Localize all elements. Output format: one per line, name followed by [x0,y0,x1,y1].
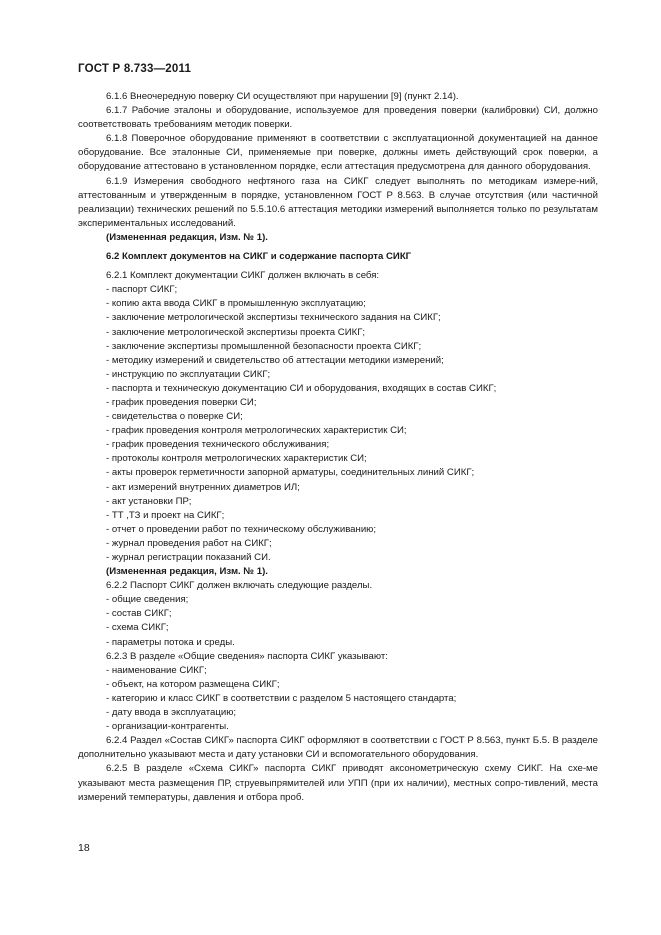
list-item: - акт измерений внутренних диаметров ИЛ; [106,481,300,493]
list-item: - график проведения технического обслуживания; [106,439,330,451]
page-number: 18 [78,842,90,854]
list-item: - журнал регистрации показаний СИ. [106,552,271,563]
paragraph-6-2-3: 6.2.3 В разделе «Общие сведения» паспорта СИКГ указывают: [106,650,388,662]
list-item: - график проведения контроля метрологических характеристик СИ; [106,425,407,437]
paragraph-6-2-4: 6.2.4 Раздел «Состав СИКГ» паспорта СИКГ оформляют в соответствии с ГОСТ Р 8.563, пункт Б.5. В разделе дополнительно указывают места и дату установки СИ и вспомогательного оборудования. [78,735,598,761]
list-item: - методику измерений и свидетельство об аттестации методики измерений; [106,354,444,366]
list-item: - акт установки ПР; [106,495,192,507]
paragraph-6-1-8: 6.1.8 Поверочное оборудование применяют в соответствии с эксплуатационной документацией на данное оборудование. Все эталонные СИ, применяемые при поверке, должны иметь действующий срок поверки, а оборудование аттестовано в установленном порядке, если аттестация предусмотрена для данного оборудования. [78,133,598,173]
document-body [78,90,598,805]
list-item: - общие сведения; [106,594,189,606]
list-item: - график проведения поверки СИ; [106,396,257,408]
paragraph-6-1-9: 6.1.9 Измерения свободного нефтяного газа на СИКГ следует выполнять по методикам измере-ний, аттестованным и утвержденным в порядке, установленном ГОСТ Р 8.563. В случае отсутствия (или частичной реализации) технических решений по 5.5.10.6 аттестация методики измерений выполняется только по результатам экспериментальных исследований. [78,175,598,229]
list-item: - дату ввода в эксплуатацию; [106,707,237,719]
list-item: - заключение метрологической экспертизы проекта СИКГ; [106,326,366,338]
list-item: - заключение экспертизы промышленной безопасности проекта СИКГ; [106,340,422,352]
list-item: - объект, на котором размещена СИКГ; [106,678,280,690]
paragraph-6-1-7: 6.1.7 Рабочие эталоны и оборудование, используемое для проведения поверки (калибровки) СИ, должно соответствовать требованиям методик поверки. [78,105,598,131]
list-item: - акты проверок герметичности запорной арматуры, соединительных линий СИКГ; [106,467,475,479]
list-item: - организации-контрагенты. [106,721,229,733]
paragraph-6-2-1: 6.2.1 Комплект документации СИКГ должен включать в себя: [106,270,380,282]
list-item: - схема СИКГ; [106,622,169,634]
paragraph-6-2-2: 6.2.2 Паспорт СИКГ должен включать следующие разделы. [106,580,373,592]
list-item: - паспорт СИКГ; [106,284,178,296]
amendment-note: (Измененная редакция, Изм. № 1). [106,566,268,578]
list-item: - журнал проведения работ на СИКГ; [106,537,272,549]
list-item: - свидетельства о поверке СИ; [106,411,243,423]
paragraph-6-1-6: 6.1.6 Внеочередную поверку СИ осуществляют при нарушении [9] (пункт 2.14). [106,91,459,102]
document-header: ГОСТ Р 8.733—2011 [78,63,192,75]
list-item: - наименование СИКГ; [106,664,207,676]
paragraph-6-2-5: 6.2.5 В разделе «Схема СИКГ» паспорта СИКГ приводят аксонометрическую схему СИКГ. На схе-ме указывают места размещения ПР, струевыпрямителей или УПП (при их наличии), местных сопро-тивлений, места измерений температуры, давления и отбора проб. [78,763,598,803]
list-item: - паспорта и техническую документацию СИ и оборудования, входящих в состав СИКГ; [106,382,497,394]
list-item: - протоколы контроля метрологических характеристик СИ; [106,453,367,465]
amendment-note: (Измененная редакция, Изм. № 1). [106,231,268,243]
section-heading-6-2: 6.2 Комплект документов на СИКГ и содержание паспорта СИКГ [106,251,412,263]
list-item: - категорию и класс СИКГ в соответствии с разделом 5 настоящего стандарта; [106,692,457,704]
list-item: - заключение метрологической экспертизы технического задания на СИКГ; [106,312,441,324]
list-item: - состав СИКГ; [106,608,172,620]
list-item: - ТТ ,ТЗ и проект на СИКГ; [106,509,225,521]
list-item: - отчет о проведении работ по техническому обслуживанию; [106,523,377,535]
list-item: - параметры потока и среды. [106,636,235,648]
list-item: - копию акта ввода СИКГ в промышленную эксплуатацию; [106,298,366,310]
list-item: - инструкцию по эксплуатации СИКГ; [106,368,271,380]
